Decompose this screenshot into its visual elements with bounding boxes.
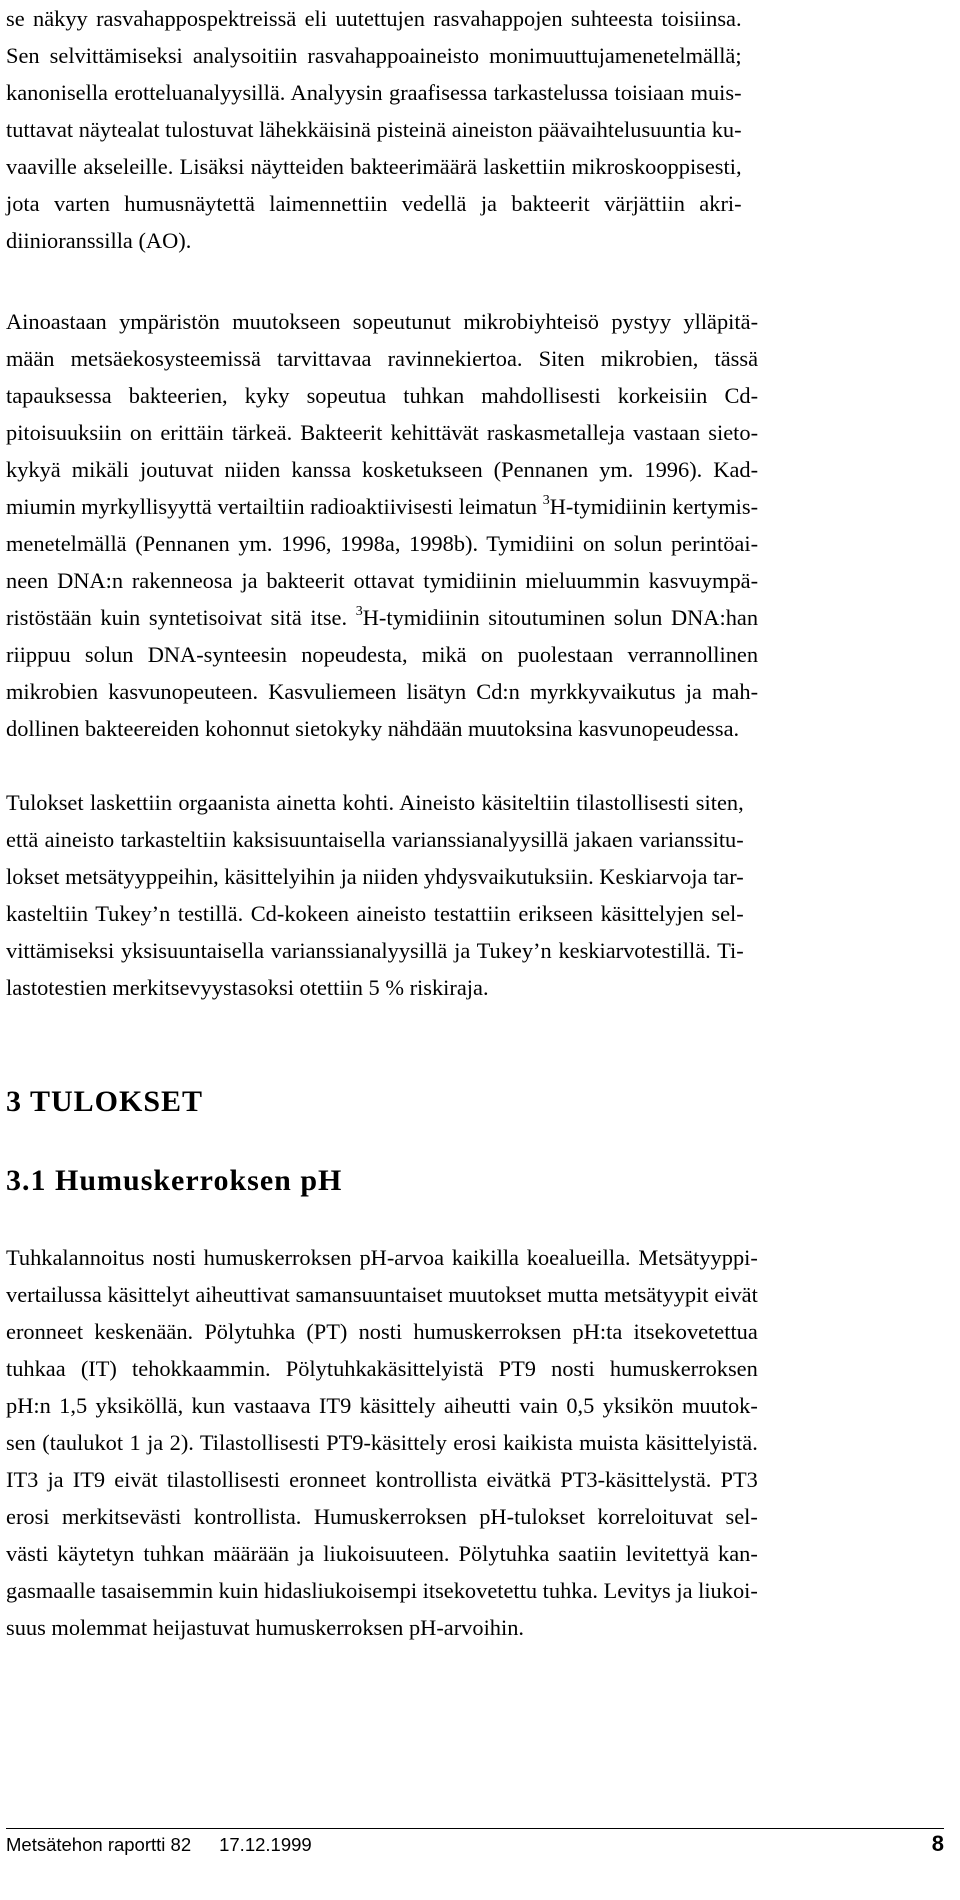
text-line: kanonisella erotteluanalyysillä. Analyysin graafisessa tarkastelussa toisiaan muis- — [6, 80, 742, 105]
text-line: diinioranssilla (AO). — [6, 228, 192, 253]
footer-publication: Metsätehon raportti 82 — [6, 1834, 192, 1855]
text-line: eronneet keskenään. Pölytuhka (PT) nosti humuskerroksen pH:ta itsekovetettua — [6, 1319, 758, 1344]
footer-date: 17.12.1999 — [219, 1834, 312, 1855]
text-line: se näkyy rasvahappospektreissä eli uutettujen rasvahappojen suhteesta toisiinsa. — [6, 6, 742, 31]
text-line: IT3 ja IT9 eivät tilastollisesti eronneet kontrollista eivätkä PT3-käsittelystä. PT3 — [6, 1467, 758, 1492]
text-line: lastotestien merkitsevyystasoksi otettiin 5 % riskiraja. — [6, 975, 489, 1000]
text-line: kasteltiin Tukey’n testillä. Cd-kokeen aineisto testattiin erikseen käsittelyjen sel- — [6, 901, 744, 926]
subsection-heading: 3.1 Humuskerroksen pH — [6, 1164, 343, 1197]
text-line: Ainoastaan ympäristön muutokseen sopeutunut mikrobiyhteisö pystyy ylläpitä- — [6, 309, 759, 334]
text-line: dollinen bakteereiden kohonnut sietokyky nähdään muutoksina kasvunopeudessa. — [6, 716, 740, 741]
page-number: 8 — [931, 1831, 944, 1856]
methods-paragraph-2 — [6, 303, 758, 747]
text-line: gasmaalle tasaisemmin kuin hidasliukoisempi itsekovetettu tuhka. Levitys ja liukoi- — [6, 1578, 758, 1603]
methods-paragraph-3 — [6, 784, 744, 1006]
text-line: erosi merkitsevästi kontrollista. Humuskerroksen pH-tulokset korreloituvat sel- — [6, 1504, 758, 1529]
text-line: että aineisto tarkasteltiin kaksisuuntaisella varianssianalyysillä jakaen varianssitu- — [6, 827, 744, 852]
text-line: suus molemmat heijastuvat humuskerroksen pH-arvoihin. — [6, 1615, 525, 1640]
text-line: tuttavat näytealat tulostuvat lähekkäisinä pisteinä aineiston päävaihtelusuuntia ku- — [6, 117, 742, 142]
text-line: mään metsäekosysteemissä tarvittavaa ravinnekiertoa. Siten mikrobien, tässä — [6, 346, 759, 371]
page-footer — [6, 1828, 944, 1863]
text-line: tapauksessa bakteerien, kyky sopeutua tuhkan mahdollisesti korkeisiin Cd- — [6, 383, 759, 408]
text-line — [6, 599, 758, 636]
text-segment: miumin myrkyllisyyttä vertailtiin radioaktiivisesti leimatun — [6, 494, 543, 519]
text-line: menetelmällä (Pennanen ym. 1996, 1998a, 1998b). Tymidiini on solun perintöai- — [6, 531, 759, 556]
text-line: lokset metsätyyppeihin, käsittelyihin ja niiden yhdysvaikutuksiin. Keskiarvoja tar- — [6, 864, 744, 889]
isotope-superscript: 3 — [542, 492, 550, 508]
footer-publication-info — [6, 1834, 312, 1856]
text-line: Tulokset laskettiin orgaanista ainetta kohti. Aineisto käsiteltiin tilastollisesti siten, — [6, 790, 744, 815]
text-line — [6, 488, 758, 525]
text-line: mikrobien kasvunopeuteen. Kasvuliemeen lisätyn Cd:n myrkkyvaikutus ja mah- — [6, 679, 759, 704]
methods-paragraph-1 — [6, 0, 742, 259]
text-line: vaaville akseleille. Lisäksi näytteiden bakteerimäärä laskettiin mikroskooppisesti, — [6, 154, 742, 179]
text-line: västi käytetyn tuhkan määrään ja liukoisuuteen. Pölytuhka saatiin levitettyä kan- — [6, 1541, 758, 1566]
isotope-superscript: 3 — [355, 603, 363, 619]
text-line: pitoisuuksiin on erittäin tärkeä. Bakteerit kehittävät raskasmetalleja vastaan sieto- — [6, 420, 759, 445]
text-segment: H-tymidiinin sitoutuminen solun DNA:han — [362, 605, 759, 630]
text-line: tuhkaa (IT) tehokkaammin. Pölytuhkakäsittelyistä PT9 nosti humuskerroksen — [6, 1356, 758, 1381]
results-paragraph — [6, 1239, 758, 1646]
text-line: pH:n 1,5 yksiköllä, kun vastaava IT9 käsittely aiheutti vain 0,5 yksikön muutok- — [6, 1393, 758, 1418]
text-line: sen (taulukot 1 ja 2). Tilastollisesti PT9-käsittely erosi kaikista muista käsittelyistä. — [6, 1430, 758, 1455]
text-segment: ristöstään kuin syntetisoivat sitä itse. — [6, 605, 356, 630]
text-line: riippuu solun DNA-synteesin nopeudesta, mikä on puolestaan verrannollinen — [6, 642, 759, 667]
text-line: vertailussa käsittelyt aiheuttivat samansuuntaiset muutokset mutta metsätyypit eivät — [6, 1282, 758, 1307]
text-line: Sen selvittämiseksi analysoitiin rasvahappoaineisto monimuuttujamenetelmällä; — [6, 43, 742, 68]
text-line: kykyä mikäli joutuvat niiden kanssa kosketukseen (Pennanen ym. 1996). Kad- — [6, 457, 759, 482]
text-line: jota varten humusnäytettä laimennettiin vedellä ja bakteerit värjättiin akri- — [6, 191, 742, 216]
text-line: Tuhkalannoitus nosti humuskerroksen pH-arvoa kaikilla koealueilla. Metsätyyppi- — [6, 1245, 758, 1270]
text-segment: H-tymidiinin kertymis- — [549, 494, 759, 519]
section-heading: 3 TULOKSET — [6, 1085, 204, 1118]
text-line: vittämiseksi yksisuuntaisella varianssianalyysillä ja Tukey’n keskiarvotestillä. Ti- — [6, 938, 744, 963]
text-line: neen DNA:n rakenneosa ja bakteerit ottavat tymidiinin mieluummin kasvuympä- — [6, 568, 759, 593]
